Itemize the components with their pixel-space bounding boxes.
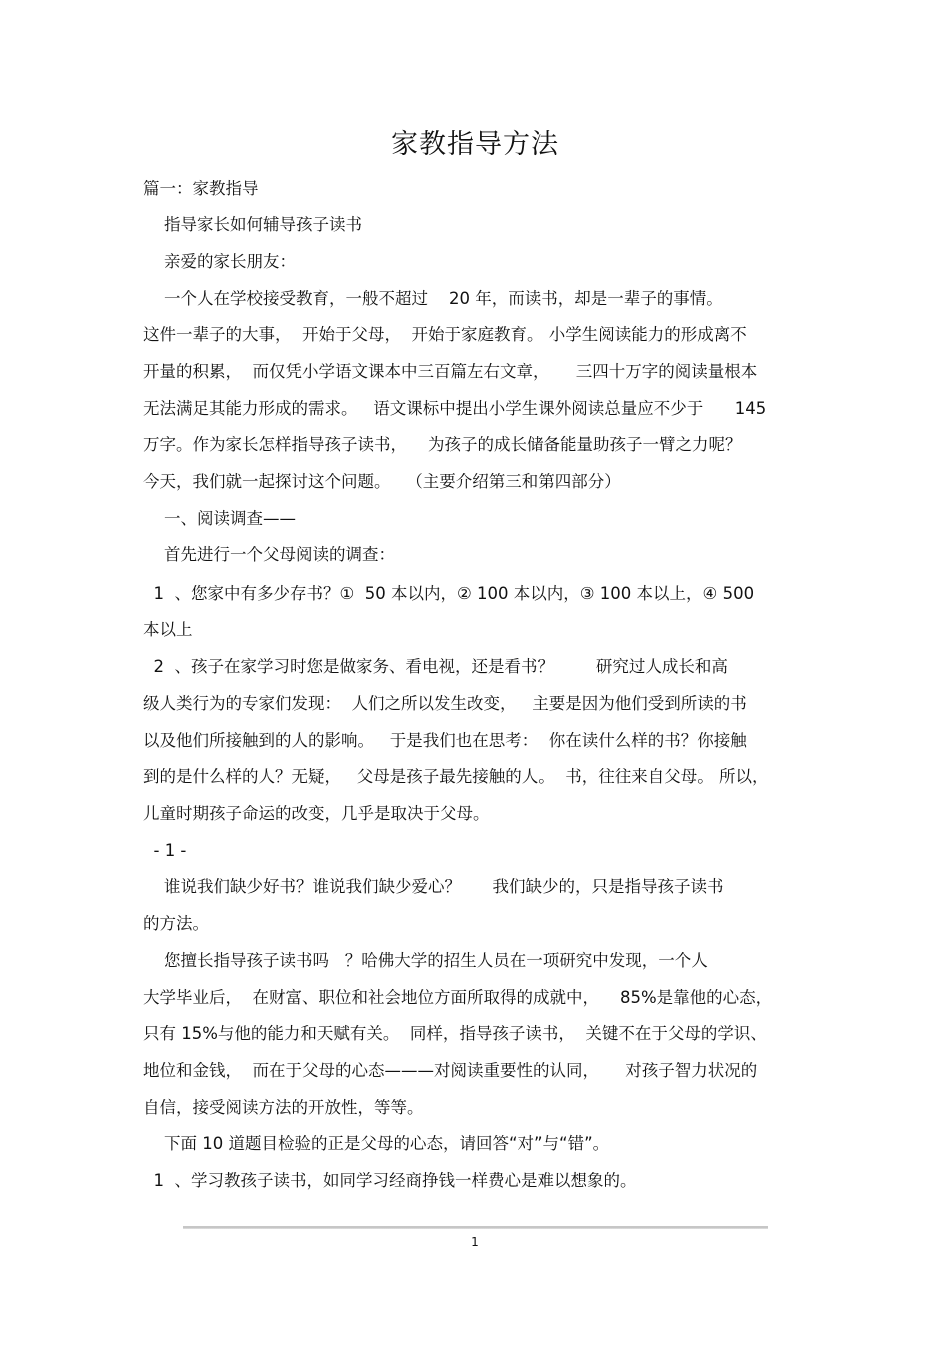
text-line: 下面 10 道题目检验的正是父母的心态，请回答“对”与“错”。 <box>143 1134 610 1153</box>
text-line: 首先进行一个父母阅读的调查： <box>143 545 395 564</box>
text-line: 谁说我们缺少好书？谁说我们缺少爱心？ 我们缺少的，只是指导孩子读书 <box>143 877 724 896</box>
text-line: 以及他们所接触到的人的影响。 于是我们也在思考： 你在读什么样的书？你接触 <box>143 731 747 750</box>
text-line: 1 、您家中有多少存书？① 50 本以内，② 100 本以内，③ 100 本以上，④ 500 <box>143 584 755 603</box>
text-line: 自信，接受阅读方法的开放性，等等。 <box>143 1098 424 1117</box>
text-line: 级人类行为的专家们发现： 人们之所以发生改变， 主要是因为他们受到所读的书 <box>143 694 747 713</box>
text-line: 这件一辈子的大事， 开始于父母， 开始于家庭教育。 小学生阅读能力的形成离不 <box>143 325 747 344</box>
text-line: 的方法。 <box>143 914 209 933</box>
text-line: 大学毕业后， 在财富、职位和社会地位方面所取得的成就中， 85%是靠他的心态， <box>143 988 773 1007</box>
text-line: 今天，我们就一起探讨这个问题。 （主要介绍第三和第四部分） <box>143 472 621 491</box>
text-line: 2 、孩子在家学习时您是做家务、看电视，还是看书？ 研究过人成长和高 <box>143 657 728 676</box>
text-line: 篇一：家教指导 <box>143 179 259 198</box>
page-number: 1 <box>471 1235 479 1249</box>
text-line: 1 、学习教孩子读书，如同学习经商挣钱一样费心是难以想象的。 <box>143 1171 637 1190</box>
text-line: 到的是什么样的人？无疑， 父母是孩子最先接触的人。 书，往往来自父母。 所以， <box>143 767 769 786</box>
footer-divider <box>183 1226 768 1229</box>
text-line: 开量的积累， 而仅凭小学语文课本中三百篇左右文章， 三四十万字的阅读量根本 <box>143 362 758 381</box>
text-line: 指导家长如何辅导孩子读书 <box>143 215 362 234</box>
text-line: 儿童时期孩子命运的改变，几乎是取决于父母。 <box>143 804 490 823</box>
text-line: 亲爱的家长朋友： <box>143 252 296 271</box>
text-line: 万字。作为家长怎样指导孩子读书， 为孩子的成长储备能量助孩子一臂之力呢？ <box>143 435 742 454</box>
inline-page-marker: - 1 - <box>143 841 187 860</box>
document-title: 家教指导方法 <box>391 129 559 160</box>
text-line: 一个人在学校接受教育，一般不超过 20 年，而读书，却是一辈子的事情。 <box>143 289 723 308</box>
text-line: 地位和金钱， 而在于父母的心态———对阅读重要性的认同， 对孩子智力状况的 <box>143 1061 758 1080</box>
text-line: 您擅长指导孩子读书吗 ？哈佛大学的招生人员在一项研究中发现，一个人 <box>143 951 708 970</box>
text-line: 只有 15%与他的能力和天赋有关。 同样，指导孩子读书， 关键不在于父母的学识、 <box>143 1024 767 1043</box>
text-line: 一、阅读调查—— <box>143 509 296 528</box>
text-line: 本以上 <box>143 620 193 639</box>
text-line: 无法满足其能力形成的需求。 语文课标中提出小学生课外阅读总量应不少于 145 <box>143 399 767 418</box>
